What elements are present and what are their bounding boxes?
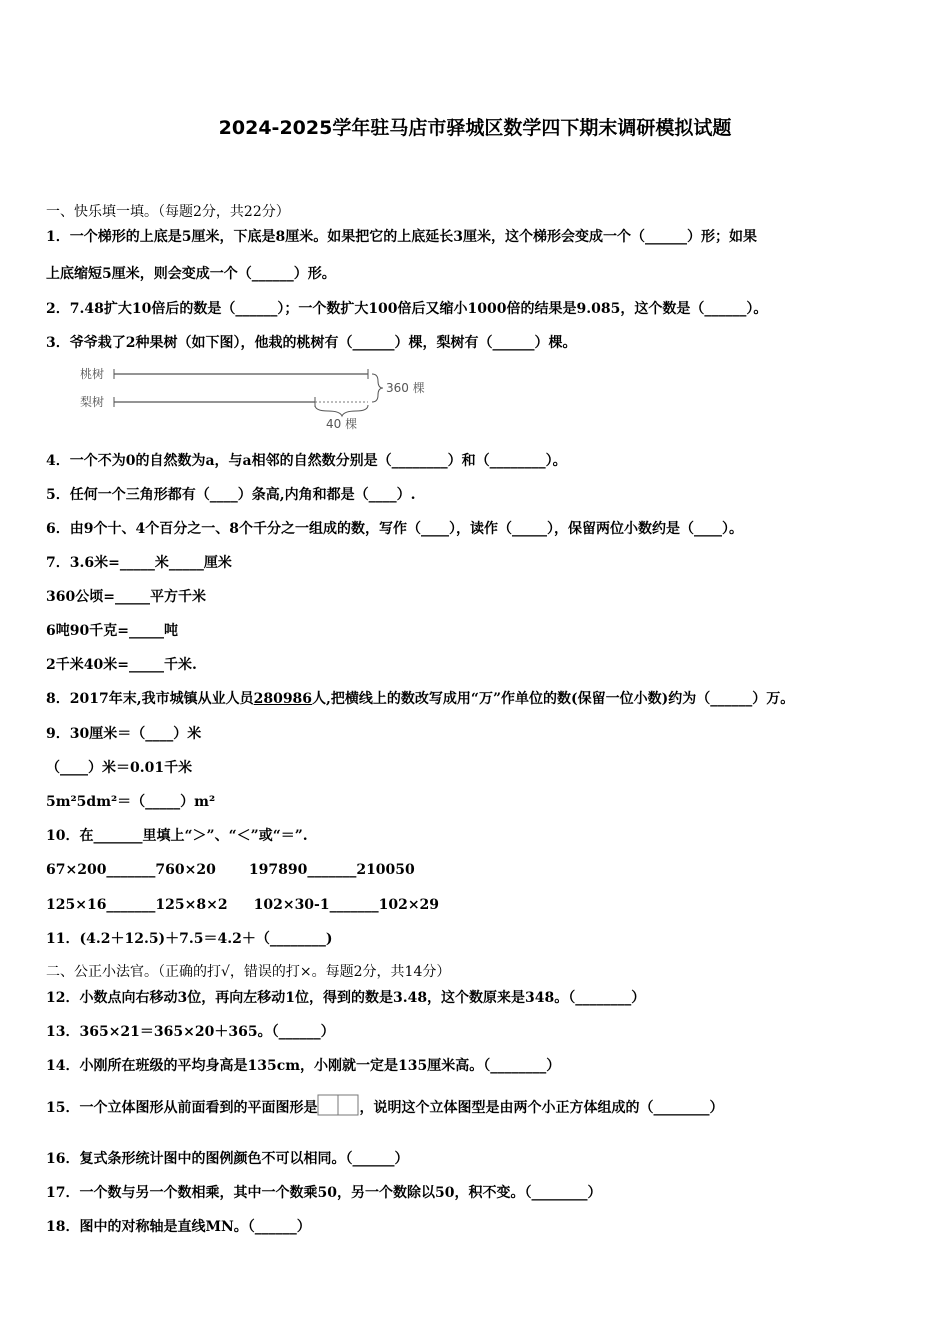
- question-14: 14．小刚所在班级的平均身高是135cm，小刚就一定是135厘米高。（________）: [46, 1058, 561, 1074]
- question-3: 3．爷爷栽了2种果树（如下图），他栽的桃树有（______）棵，梨树有（______）棵。: [46, 335, 577, 351]
- total-label: 360 棵: [386, 381, 425, 395]
- section-heading-1: 一、快乐填一填。（每题2分，共22分）: [46, 204, 290, 220]
- question-18: 18．图中的对称轴是直线MN。（______）: [46, 1219, 311, 1235]
- compare-10a: 67×200_______760×20: [46, 862, 216, 878]
- question-7-d: 2千米40米=_____千米.: [46, 657, 197, 673]
- compare-10c: 125×16_______125×8×2: [46, 897, 228, 913]
- question-9-c: 5m²5dm²＝（_____）m²: [46, 794, 216, 810]
- question-7-a: 7．3.6米=_____米_____厘米: [46, 555, 232, 571]
- question-6: 6．由9个十、4个百分之一、8个千分之一组成的数，写作（____），读作（_____），保留两位小数约是（____）。: [46, 521, 743, 537]
- question-1-line-2: 上底缩短5厘米，则会变成一个（______）形。: [46, 266, 336, 282]
- question-4: 4．一个不为0的自然数为a，与a相邻的自然数分别是（________）和（________）。: [46, 453, 567, 469]
- question-17: 17．一个数与另一个数相乘，其中一个数乘50，另一个数除以50，积不变。（________）: [46, 1185, 602, 1201]
- total-brace: [372, 374, 383, 402]
- question-9-b: （____）米＝0.01千米: [46, 760, 193, 776]
- question-8-suffix: 人,把横线上的数改写成用“万”作单位的数(保留一位小数)约为（______）万。: [312, 691, 795, 707]
- question-15-prefix: 15．一个立体图形从前面看到的平面图形是: [46, 1100, 318, 1116]
- question-15: [46, 1094, 723, 1123]
- diff-brace: [315, 405, 368, 416]
- question-8-prefix: 8．2017年末,我市城镇从业人员: [46, 691, 254, 707]
- question-12: 12．小数点向右移动3位，再向左移动1位，得到的数是3.48，这个数原来是348。（________）: [46, 990, 646, 1006]
- section-heading-2: 二、公正小法官。（正确的打√，错误的打×。每题2分，共14分）: [46, 964, 451, 980]
- question-10: 10．在_______里填上“＞”、“＜”或“＝”.: [46, 828, 308, 844]
- question-7-c: 6吨90千克=_____吨: [46, 623, 178, 639]
- question-16: 16．复式条形统计图中的图例颜色不可以相同。（______）: [46, 1151, 409, 1167]
- question-13: 13．365×21＝365×20＋365。（______）: [46, 1024, 335, 1040]
- question-8: [46, 690, 794, 708]
- question-7-b: 360公顷=_____平方千米: [46, 589, 206, 605]
- pear-label: 梨树: [80, 395, 105, 409]
- compare-10d: 102×30-1_______102×29: [253, 897, 440, 913]
- peach-label: 桃树: [80, 367, 105, 381]
- question-11: 11．(4.2＋12.5)＋7.5＝4.2＋（________): [46, 931, 333, 947]
- question-15-suffix: ，说明这个立体图型是由两个小正方体组成的（________）: [359, 1100, 724, 1116]
- diff-label: 40 棵: [326, 417, 358, 431]
- fruit-tree-diagram: [72, 362, 432, 432]
- question-10-row-2: [46, 896, 439, 914]
- question-5: 5．任何一个三角形都有（____）条高,内角和都是（____）.: [46, 487, 416, 503]
- compare-10b: 197890_______210050: [248, 862, 415, 878]
- question-1-line-1: 1．一个梯形的上底是5厘米，下底是8厘米。如果把它的上底延长3厘米，这个梯形会变成一个（______）形；如果: [46, 229, 757, 245]
- question-8-number: 280986: [253, 691, 313, 707]
- question-10-row-1: [46, 861, 415, 879]
- question-2: 2．7.48扩大10倍后的数是（______）；一个数扩大100倍后又缩小1000倍的结果是9.085，这个数是（______）。: [46, 301, 768, 317]
- question-9-a: 9．30厘米＝（____）米: [46, 726, 202, 742]
- two-squares-figure: [317, 1094, 359, 1123]
- page-title: 2024-2025学年驻马店市驿城区数学四下期末调研模拟试题: [218, 117, 732, 139]
